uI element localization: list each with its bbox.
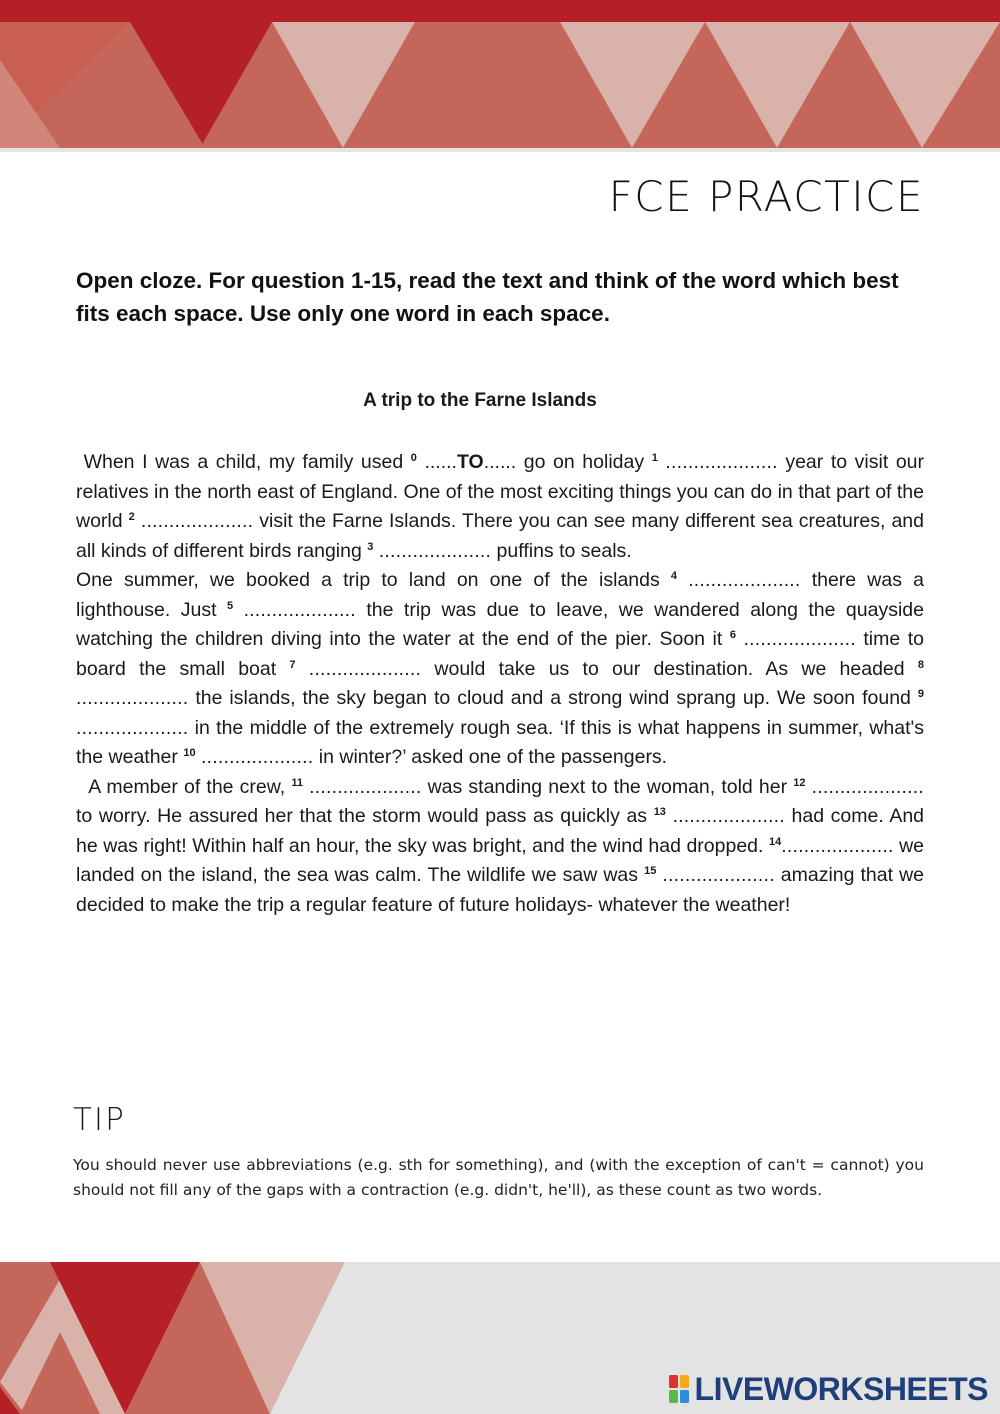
passage-text: puffins to seals. <box>491 539 632 562</box>
passage-text: visit the Farne Islands. There you can see many different sea creatures, and all kinds of different birds ranging <box>76 510 924 562</box>
task-instructions: Open cloze. For question 1-15, read the text and think of the word which best fits each space. Use only one word in each space. <box>76 268 899 326</box>
top-decorative-banner <box>0 0 1000 152</box>
passage-text: had come. And he was right! Within half an hour, the sky was bright, and the wind had dropped. <box>76 805 925 857</box>
passage-text: there was a lighthouse. Just <box>76 569 924 621</box>
cloze-passage <box>76 448 924 920</box>
example-gap-after: ...... go on holiday <box>483 451 645 473</box>
question-number-5: 5 <box>226 599 234 612</box>
gap-10[interactable]: .................... <box>201 746 314 768</box>
passage-paragraph-2 <box>76 566 924 773</box>
example-answer: TO <box>456 451 484 473</box>
gap-11[interactable]: .................... <box>309 775 422 798</box>
question-number-1: 1 <box>651 452 658 464</box>
passage-paragraph-1 <box>76 448 924 566</box>
question-number-12: 12 <box>793 776 806 789</box>
gap-12[interactable]: .................... <box>811 775 924 798</box>
tip-heading: TIP <box>73 1102 126 1138</box>
liveworksheets-logo-text: LIVEWORKSHEETS <box>694 1371 988 1407</box>
example-gap-before: ...... <box>416 451 457 473</box>
question-number-2: 2 <box>128 511 135 523</box>
passage-text: would take us to our destination. As we headed <box>421 657 905 680</box>
question-number-7: 7 <box>289 658 296 671</box>
passage-text: the trip was due to leave, we wandered along the quayside watching the children diving into the water at the end of the pier. Soon it <box>76 598 924 650</box>
question-number-3: 3 <box>367 540 374 553</box>
passage-text: A member of the crew, <box>88 775 286 798</box>
passage-text: was standing next to the woman, told her <box>421 775 788 798</box>
gap-6[interactable]: .................... <box>743 628 856 650</box>
gap-8[interactable]: .................... <box>76 687 189 709</box>
question-number-10: 10 <box>183 747 196 759</box>
gap-4[interactable]: .................... <box>688 569 801 591</box>
question-number-15: 15 <box>644 865 657 877</box>
passage-text: we landed on the island, the sea was calm. The wildlife we saw was <box>76 834 925 886</box>
gap-2[interactable]: .................... <box>140 510 254 532</box>
page-title: FCE PRACTICE <box>608 172 924 221</box>
question-number-8: 8 <box>917 658 924 671</box>
top-banner-graphic <box>0 0 1000 152</box>
passage-text: the islands, the sky began to cloud and a strong wind sprang up. We soon found <box>188 687 911 709</box>
question-number-0: 0 <box>410 452 417 464</box>
tip-text: You should never use abbreviations (e.g. sth for something), and (with the exception of can't = cannot) you should not fill any of the gaps with a contraction (e.g. didn't, he'll), as these count as two words. <box>73 1156 924 1199</box>
passage-text: to worry. He assured her that the storm would pass as quickly as <box>76 805 648 827</box>
question-number-6: 6 <box>729 629 736 641</box>
gap-5[interactable]: .................... <box>243 598 356 621</box>
question-number-4: 4 <box>670 570 678 582</box>
gap-7[interactable]: .................... <box>308 657 422 680</box>
question-number-9: 9 <box>917 688 924 700</box>
passage-text: in winter?’ asked one of the passengers. <box>313 746 668 768</box>
liveworksheets-logo[interactable] <box>669 1372 988 1406</box>
gap-1[interactable]: .................... <box>665 451 778 473</box>
gap-13[interactable]: .................... <box>672 805 785 827</box>
gap-14[interactable]: .................... <box>781 834 894 857</box>
gap-9[interactable]: .................... <box>76 716 189 739</box>
passage-text: amazing that we decided to make the trip a regular feature of future holidays- whatever the weather! <box>76 864 925 916</box>
passage-text: One summer, we booked a trip to land on one of the islands <box>76 569 660 591</box>
question-number-11: 11 <box>291 776 303 789</box>
text-title: A trip to the Farne Islands <box>363 390 597 411</box>
gap-15[interactable]: .................... <box>662 864 775 886</box>
question-number-13: 13 <box>653 806 666 818</box>
passage-paragraph-3 <box>76 773 924 921</box>
passage-text: in the middle of the extremely rough sea. ‘If this is what happens in summer, what's the weather <box>76 716 924 768</box>
question-number-14: 14 <box>768 835 782 848</box>
gap-3[interactable]: .................... <box>378 539 492 562</box>
passage-text: time to board the small boat <box>76 628 925 680</box>
passage-text: When I was a child, my family used <box>83 451 404 473</box>
passage-text: year to visit our relatives in the north east of England. One of the most exciting things you can do in that part of the world <box>76 451 924 532</box>
liveworksheets-logo-icon <box>669 1375 689 1403</box>
